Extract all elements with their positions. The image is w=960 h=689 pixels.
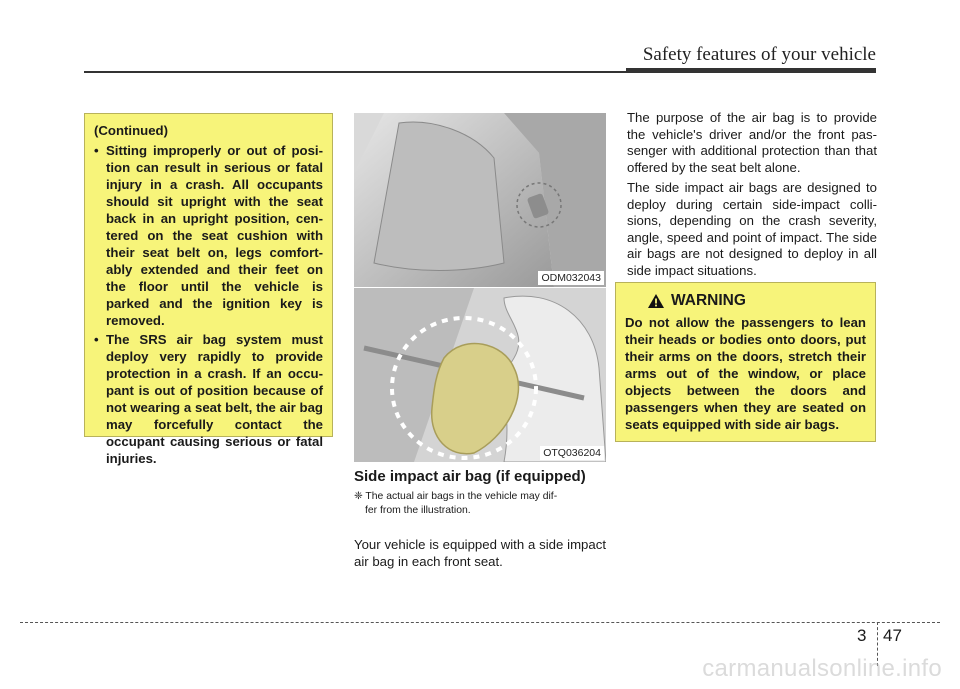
continued-warning-box xyxy=(84,113,333,466)
header-rule-accent xyxy=(626,68,876,73)
warning-triangle-icon xyxy=(647,293,665,309)
bullet-text: Sitting improperly or out of posi-tion can result in serious or fatal injury in a crash. All occupants should sit upright with the seat back in an upright position, cen-tered on the seat cushion with their seat belt on, legs comfort-ably extended and their feet on the floor until the vehicle is parked and the ignition key is removed. xyxy=(106,143,323,328)
warning-box xyxy=(615,282,876,442)
figure-code: OTQ036204 xyxy=(540,446,604,460)
bullet-item: • Sitting improperly or out of posi-tion can result in serious or fatal injury in a crash. All occupants should sit upright with the seat back in an upright position, cen-tered on the seat cushion with their seat belt on, legs comfort-ably extended and their feet on the floor until the vehicle is parked and the ignition key is removed. xyxy=(94,143,323,328)
header-title: Safety features of your vehicle xyxy=(642,44,876,65)
chapter-number: 3 xyxy=(857,626,867,645)
right-column xyxy=(627,110,877,283)
continued-heading: (Continued) xyxy=(94,123,168,138)
note-line: ❈ The actual air bags in the vehicle may dif- xyxy=(354,491,558,502)
occupant-airbag-illustration xyxy=(354,288,606,462)
warning-title: WARNING xyxy=(671,292,746,309)
note-line: fer from the illustration. xyxy=(365,505,471,516)
page-number: 47 xyxy=(883,626,902,645)
watermark: carmanualsonline.info xyxy=(702,655,942,682)
warning-text: Do not allow the passengers to lean their heads or bodies onto doors, put their arms on the doors, stretch their arms out of the window, or place objects between the doors and passengers when they are seated on seats equipped with side air bags. xyxy=(625,315,866,432)
paragraph: The side impact air bags are designed to deploy during certain side-impact colli-sions, depending on the crash severity, angle, speed and point of impact. The side air bags are not designed to deploy in all side impact situations. xyxy=(627,180,877,278)
figure-code: ODM032043 xyxy=(538,271,604,285)
paragraph: The purpose of the air bag is to provide the vehicle's driver and/or the front pas-senger with additional protection than that offered by the seat belt alone. xyxy=(627,110,877,175)
warning-title-row xyxy=(647,291,866,311)
illustration-note xyxy=(354,490,606,518)
continued-bullet-list xyxy=(94,142,323,467)
bullet-item: • The SRS air bag system must deploy very rapidly to provide protection in a crash. If an occu-pant is out of position because of not wearing a seat belt, the air bag may forcefully contact the occupant causing serious or fatal injuries. xyxy=(94,332,323,466)
seat-side-airbag-illustration xyxy=(354,113,606,287)
bullet-text: The SRS air bag system must deploy very rapidly to provide protection in a crash. If an occu-pant is out of position because of not wearing a seat belt, the air bag may forcefully contact the occupant causing serious or fatal injuries. xyxy=(106,332,323,466)
section-body: Your vehicle is equipped with a side impact air bag in each front seat. xyxy=(354,537,606,569)
section-title: Side impact air bag (if equipped) xyxy=(354,468,586,485)
footer-rule xyxy=(20,622,940,623)
